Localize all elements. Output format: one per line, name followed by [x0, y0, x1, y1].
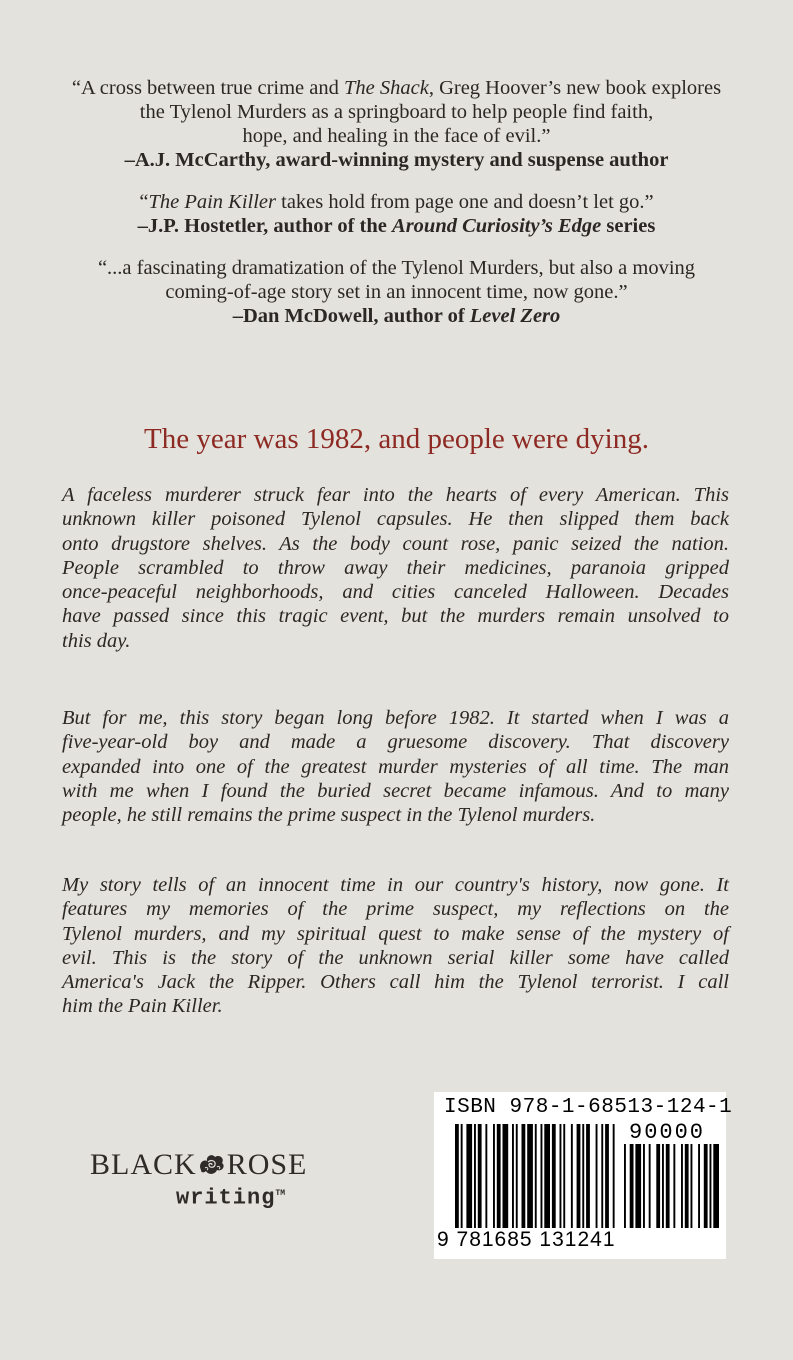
barcode-bar — [474, 1124, 476, 1228]
barcode-bar — [571, 1124, 573, 1228]
endorsement-hostetler — [20, 190, 773, 238]
isbn-barcode — [434, 1092, 733, 1259]
barcode-bar — [649, 1144, 651, 1228]
barcode-bar — [635, 1144, 641, 1228]
barcode-bar — [582, 1124, 584, 1228]
barcode-bar — [535, 1124, 537, 1228]
barcode-bar — [544, 1124, 550, 1228]
barcode-bar — [685, 1144, 689, 1228]
blurb-line: with me when I found the buried secret became infamous. And to many — [62, 779, 729, 802]
trademark: TM — [275, 1189, 286, 1198]
barcode-bar — [478, 1124, 482, 1228]
price-code: 90000 — [629, 1120, 706, 1145]
barcode-bar — [522, 1124, 526, 1228]
barcode-bar — [455, 1124, 459, 1228]
barcode-bar — [527, 1124, 533, 1228]
barcode-bar — [630, 1144, 634, 1228]
barcode-bar — [596, 1124, 598, 1228]
barcode-bar — [613, 1124, 615, 1228]
barcode-bar — [713, 1144, 719, 1228]
barcode-bar — [704, 1144, 708, 1228]
barcode-bar — [552, 1124, 556, 1228]
quote-attribution: –Dan McDowell, author of Level Zero — [232, 305, 561, 327]
barcode-bar — [624, 1144, 626, 1228]
blurb-line: once-peaceful neighborhoods, and cities canceled Halloween. Decades — [62, 581, 729, 604]
blurb-line: expanded into one of the greatest murder mysteries of all time. The man — [62, 755, 729, 778]
blurb-line: have passed since this tragic event, but the murders remain unsolved to — [62, 605, 729, 628]
barcode-bar — [541, 1124, 543, 1228]
blurb-line: But for me, this story began long before 1982. It started when I was a — [62, 707, 729, 729]
barcode-bar — [710, 1144, 712, 1228]
barcode-bar — [698, 1144, 700, 1228]
barcode-bar — [577, 1124, 581, 1228]
barcode-bar — [466, 1124, 472, 1228]
blurb-line: him the Pain Killer. — [62, 995, 223, 1018]
endorsements — [20, 76, 773, 346]
quote-line: coming-of-age story set in an innocent time, now gone.” — [165, 281, 628, 303]
barcode-bar — [673, 1144, 675, 1228]
publisher-logo — [90, 1148, 308, 1218]
barcode-bar — [503, 1124, 509, 1228]
blurb-line: America's Jack the Ripper. Others call him the Tylenol terrorist. I call — [62, 971, 729, 994]
barcode-bar — [512, 1124, 514, 1228]
publisher-subtitle: writing™ — [176, 1185, 286, 1211]
barcode-bar — [605, 1124, 609, 1228]
barcode-bar — [656, 1144, 660, 1228]
barcode-bar — [643, 1144, 645, 1228]
barcode-bar — [497, 1124, 501, 1228]
blurb-line: A faceless murderer struck fear into the hearts of every American. This — [62, 484, 729, 506]
barcode-bar — [493, 1124, 495, 1228]
endorsement-mccarthy — [20, 76, 773, 172]
endorsement-mcdowell — [20, 256, 773, 328]
isbn-label: ISBN 978-1-68513-124-1 — [444, 1096, 733, 1119]
barcode-bar — [560, 1124, 562, 1228]
blurb-line: people, he still remains the prime suspect in the Tylenol murders. — [62, 804, 596, 827]
quote-line: hope, and healing in the face of evil.” — [242, 125, 551, 147]
ean-digits: 9 781685 131241 — [437, 1228, 616, 1251]
quote-line: “The Pain Killer takes hold from page one and doesn’t let go.” — [139, 191, 654, 213]
blurb-line: this day. — [62, 629, 131, 652]
blurb-line: features my memories of the prime suspect, my reflections on the — [62, 898, 729, 921]
barcode-bar — [601, 1124, 603, 1228]
barcode-bar — [666, 1144, 670, 1228]
blurb-paragraph-2 — [62, 706, 729, 827]
barcode-bar — [485, 1124, 487, 1228]
rose-icon — [197, 1150, 227, 1176]
quote-line: “A cross between true crime and The Shack, Greg Hoover’s new book explores — [71, 77, 722, 99]
barcode-bar — [461, 1124, 463, 1228]
publisher-name: BLACK ROSE — [90, 1148, 308, 1181]
barcode-bar — [563, 1124, 565, 1228]
blurb-line: onto drugstore shelves. As the body count rose, panic seized the nation. — [62, 532, 729, 555]
quote-attribution: –J.P. Hostetler, author of the Around Curiosity’s Edge series — [137, 215, 656, 237]
blurb-line: Tylenol murders, and my spiritual quest to make sense of the mystery of — [62, 922, 729, 945]
quote-attribution: –A.J. McCarthy, award-winning mystery and suspense author — [124, 149, 669, 171]
quote-line: the Tylenol Murders as a springboard to help people find faith, — [139, 101, 654, 123]
blurb-line: evil. This is the story of the unknown serial killer some have called — [62, 946, 729, 969]
barcode-bar — [516, 1124, 518, 1228]
barcode-bar — [586, 1124, 590, 1228]
blurb-line: My story tells of an innocent time in our country's history, now gone. It — [62, 874, 729, 896]
blurb-paragraph-1 — [62, 483, 729, 653]
barcode-bar — [681, 1144, 683, 1228]
blurb-line: People scrambled to throw away their medicines, paranoia gripped — [62, 556, 729, 579]
blurb-line: five-year-old boy and made a gruesome discovery. That discovery — [62, 731, 729, 754]
quote-line: “...a fascinating dramatization of the Tylenol Murders, but also a moving — [97, 257, 696, 279]
blurb-paragraph-3 — [62, 873, 729, 1019]
tagline: The year was 1982, and people were dying. — [144, 423, 649, 455]
barcode-bar — [691, 1144, 693, 1228]
barcode-bar — [662, 1144, 664, 1228]
blurb-line: unknown killer poisoned Tylenol capsules. He then slipped them back — [62, 508, 729, 531]
